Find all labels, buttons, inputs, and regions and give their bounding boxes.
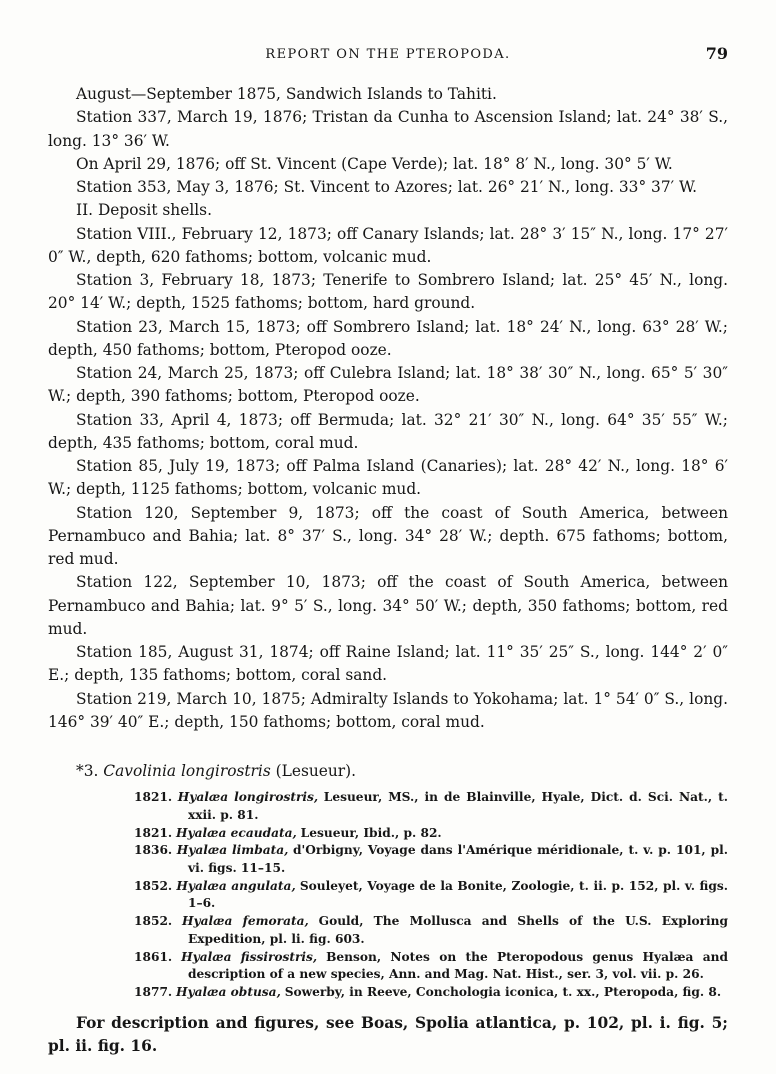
synonym-citation: d'Orbigny, Voyage dans l'Amérique méridionale, t. v. p. 101, pl. vi. figs. 11–15. [188,843,728,876]
synonym-name: Hyalæa obtusa, [176,984,281,999]
running-title: REPORT ON THE PTEROPODA. [265,47,511,62]
synonym-entry [48,878,728,913]
synonym-entry [48,842,728,877]
synonym-entry [48,949,728,984]
station-entry: Station 24, March 25, 1873; off Culebra Island; lat. 18° 38′ 30″ N., long. 65° 5′ 30″ W.; depth, 390 fathoms; bottom, Pteropod ooze. [48,364,728,406]
synonym-citation: Souleyet, Voyage de la Bonite, Zoologie, t. ii. p. 152, pl. v. figs. 1–6. [188,878,729,911]
synonym-year: 1877. [134,984,173,999]
species-heading [76,760,728,783]
species-author: (Lesueur). [275,762,357,780]
station-entry: Station 353, May 3, 1876; St. Vincent to Azores; lat. 26° 21′ N., long. 33° 37′ W. [76,178,698,196]
synonymy-list [48,789,728,1001]
synonym-year: 1861. [134,949,173,964]
synonym-name: Hyalæa fissirostris, [181,949,318,964]
synonym-year: 1852. [134,878,173,893]
synonym-entry [48,789,728,824]
station-entry: Station 33, April 4, 1873; off Bermuda; lat. 32° 21′ 30″ N., long. 64° 35′ 55″ W.; depth, 435 fathoms; bottom, coral mud. [48,410,728,452]
species-name: Cavolinia longirostris [103,762,271,780]
synonym-name: Hyalæa ecaudata, [176,825,297,840]
station-entry: Station 120, September 9, 1873; off the coast of South America, between Pernambuco and Bahia; lat. 8° 37′ S., long. 34° 28′ W.; depth. 675 fathoms; bottom, red mud. [48,503,728,568]
synonym-entry [48,825,728,843]
synonym-name: Hyalæa longirostris, [177,790,319,805]
synonym-name: Hyalæa femorata, [182,914,309,929]
synonym-name: Hyalæa limbata, [176,843,289,858]
station-entry: Station 185, August 31, 1874; off Raine Island; lat. 11° 35′ 25″ S., long. 144° 2′ 0″ E.; depth, 135 fathoms; bottom, coral sand. [48,643,728,685]
synonym-citation: Sowerby, in Reeve, Conchologia iconica, t. xx., Pteropoda, fig. 8. [284,984,722,999]
station-entry: Station VIII., February 12, 1873; off Canary Islands; lat. 28° 3′ 15″ N., long. 17° 27′ 0″ W., depth, 620 fathoms; bottom, volcanic mud. [48,224,728,266]
synonym-entry [48,984,728,1002]
description-paragraph: For description and figures, see Boas, Spolia atlantica, p. 102, pl. i. fig. 5; pl. ii. fig. 16. [48,1013,728,1055]
synonym-citation: Gould, The Mollusca and Shells of the U.S. Exploring Expedition, pl. li. fig. 603. [188,914,729,946]
synonym-citation: Lesueur, Ibid., p. 82. [300,825,442,840]
station-entry: Station 337, March 19, 1876; Tristan da Cunha to Ascension Island; lat. 24° 38′ S., long. 13° 36′ W. [48,108,728,150]
synonym-citation: Benson, Notes on the Pteropodous genus Hyalæa and description of a new species, Ann. and Mag. Nat. Hist., ser. 3, vol. vii. p. 26. [188,949,729,982]
synonym-year: 1836. [134,843,173,858]
section-label: II. Deposit shells. [76,201,212,220]
synonym-entry [48,913,728,948]
species-number: *3. [76,762,99,780]
synonym-name: Hyalæa angulata, [176,878,296,893]
synonym-year: 1821. [134,790,173,805]
page-body [48,83,728,1074]
station-entry: Station 219, March 10, 1875; Admiralty Islands to Yokohama; lat. 1° 54′ 0″ S., long. 146° 39′ 40″ E.; depth, 150 fathoms; bottom, coral mud. [48,689,728,731]
station-entry: August—September 1875, Sandwich Islands to Tahiti. [76,85,497,103]
synonym-citation: Lesueur, MS., in de Blainville, Hyale, Dict. d. Sci. Nat., t. xxii. p. 81. [188,790,729,822]
station-entry: Station 122, September 10, 1873; off the coast of South America, between Pernambuco and Bahia; lat. 9° 5′ S., long. 34° 50′ W.; depth, 350 fathoms; bottom, red mud. [48,573,728,638]
page-header [48,44,728,68]
station-entry: On April 29, 1876; off St. Vincent (Cape Verde); lat. 18° 8′ N., long. 30° 5′ W. [76,154,673,173]
page-number: 79 [705,44,728,63]
station-entry: Station 23, March 15, 1873; off Sombrero Island; lat. 18° 24′ N., long. 63° 28′ W.; depth, 450 fathoms; bottom, Pteropod ooze. [48,317,728,359]
synonym-year: 1821. [134,825,173,840]
station-entry: Station 85, July 19, 1873; off Palma Island (Canaries); lat. 28° 42′ N., long. 18° 6′ W.; depth, 1125 fathoms; bottom, volcanic mud. [48,457,728,499]
station-list [48,83,728,734]
station-entry: Station 3, February 18, 1873; Tenerife to Sombrero Island; lat. 25° 45′ N., long. 20° 14′ W.; depth, 1525 fathoms; bottom, hard ground. [48,271,728,313]
synonym-year: 1852. [134,914,173,929]
